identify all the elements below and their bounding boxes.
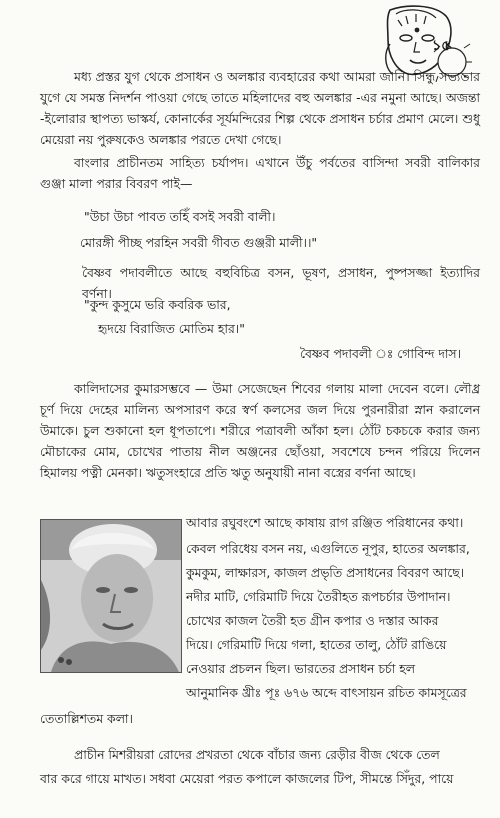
float-line-4: নদীর মাটি, গেরিমাটি দিয়ে তৈরীহত রূপচর্চার উপাদান।	[186, 589, 451, 604]
float-line-3: কুমকুম, লাক্ষারস, কাজল প্রভৃতি প্রসাধনের বিবরণ আছে।	[186, 565, 465, 580]
quote-vaishnava-line-1: "কুন্দ কুসুমে ভরি কবরিক ভার,	[84, 297, 231, 312]
portrait-photo	[40, 519, 182, 673]
portrait-image	[41, 520, 181, 672]
attribution: বৈষ্ণব পদাবলী ঃ গোবিন্দ দাস।	[300, 346, 462, 361]
paragraph-vaishnava: বৈষ্ণব পদাবলীতে আছে বহুবিচিত্র বসন, ভূষণ, প্রসাধন, পুষ্পসজ্জা ইত্যাদির বর্ণনা।	[82, 265, 480, 301]
float-line-8: আনুমানিক খ্রীঃ পূঃ ৬৭৬ অব্দে বাৎসায়ন রচিত কামসূত্রের	[186, 685, 467, 700]
quote-charyapada-line-1: "উচা উচা পাবত তহিঁ বসই সবরী বালী।	[84, 209, 276, 224]
float-line-7: নেওয়ার প্রচলন ছিল। ভারতের প্রসাধন চর্চা হল	[186, 661, 415, 676]
after-float-line: তেতাল্লিশতম কলা।	[40, 711, 133, 726]
paragraph-egypt-line-2: বার করে গায়ে মাখত। সধবা মেয়েরা পরত কপালে কাজলের টিপ, সীমন্তে সিঁদুর, পায়ে	[40, 771, 454, 786]
quote-charyapada-line-2: মোরঙ্গী পীচ্ছ পরহিন সবরী গীবত গুঞ্জরী মালী।।"	[80, 235, 318, 250]
float-line-6: দিয়ে। গেরিমাটি দিয়ে গলা, হাতের তালু, ঠোঁট রাঙিয়ে	[186, 637, 447, 652]
paragraph-kumarasambhava: কালিদাসের কুমারসম্ভবে — উমা সেজেছেন শিবের গলায় মালা দেবেন বলে। লৌধ্র চূর্ণ দিয়ে দেহের মালিন্য অপসারণ করে স্বর্ণ কলসের জল দিয়ে পুরনারীরা স্নান করালেন উমাকে। চুল শুকানো হল ধূপতাপে। শরীরে পত্রাবলী আঁকা হল। ঠোঁট চকচকে করার জন্য মৌচাকের মোম, চোখের পাতায় নীল অঞ্জনের ছোঁওয়া, সবশেষে চন্দন পরিয়ে দিলেন হিমালয় পত্নী মেনকা। ঋতুসংহারে প্রতি ঋতু অনুযায়ী নানা বস্ত্রের বর্ণনা আছে।	[40, 381, 480, 480]
quote-vaishnava-line-2: হৃদয়ে বিরাজিত মোতিম হার।"	[98, 321, 245, 336]
paragraph-prehistory: মধ্য প্রস্তর যুগ থেকে প্রসাধন ও অলঙ্কার ব্যবহারের কথা আমরা জানি। সিন্ধু সভ্যতার যুগে যে সমস্ত নিদর্শন পাওয়া গেছে তাতে মহিলাদের বহু অলঙ্কার -এর নমুনা আছে। অজন্তা -ইলোরার স্থাপত্য ভাস্কর্য, কোনার্কের সূর্যমন্দিরের শিল্প থেকে প্রসাধন চর্চার প্রমাণ মেলে। শুধু মেয়েরা নয় পুরুষকেও অলঙ্কার পরতে দেখা গেছে।	[40, 69, 480, 147]
paragraph-charyapada: বাংলার প্রাচীনতম সাহিত্য চর্যাপদ। এখানে উঁচু পর্বতের বাসিন্দা সবরী বালিকার গুঞ্জা মালা পরার বিবরণ পাই—	[40, 155, 480, 191]
float-line-2: কেবল পরিধেয় বসন নয়, এগুলিতে নূপুর, হাতের অলঙ্কার,	[186, 541, 470, 556]
float-line-1: আবার রঘুবংশে আছে কাষায় রাগ রঞ্জিত পরিধানের কথা।	[186, 515, 464, 530]
page-number: ১৫	[432, 38, 451, 54]
paragraph-egypt-line-1: প্রাচীন মিশরীয়রা রোদের প্রখরতা থেকে বাঁচার জন্য রেড়ীর বীজ থেকে তেল	[74, 747, 440, 762]
float-line-5: চোখের কাজল তৈরী হত গ্রীন কপার ও দস্তার আকর	[186, 613, 439, 628]
